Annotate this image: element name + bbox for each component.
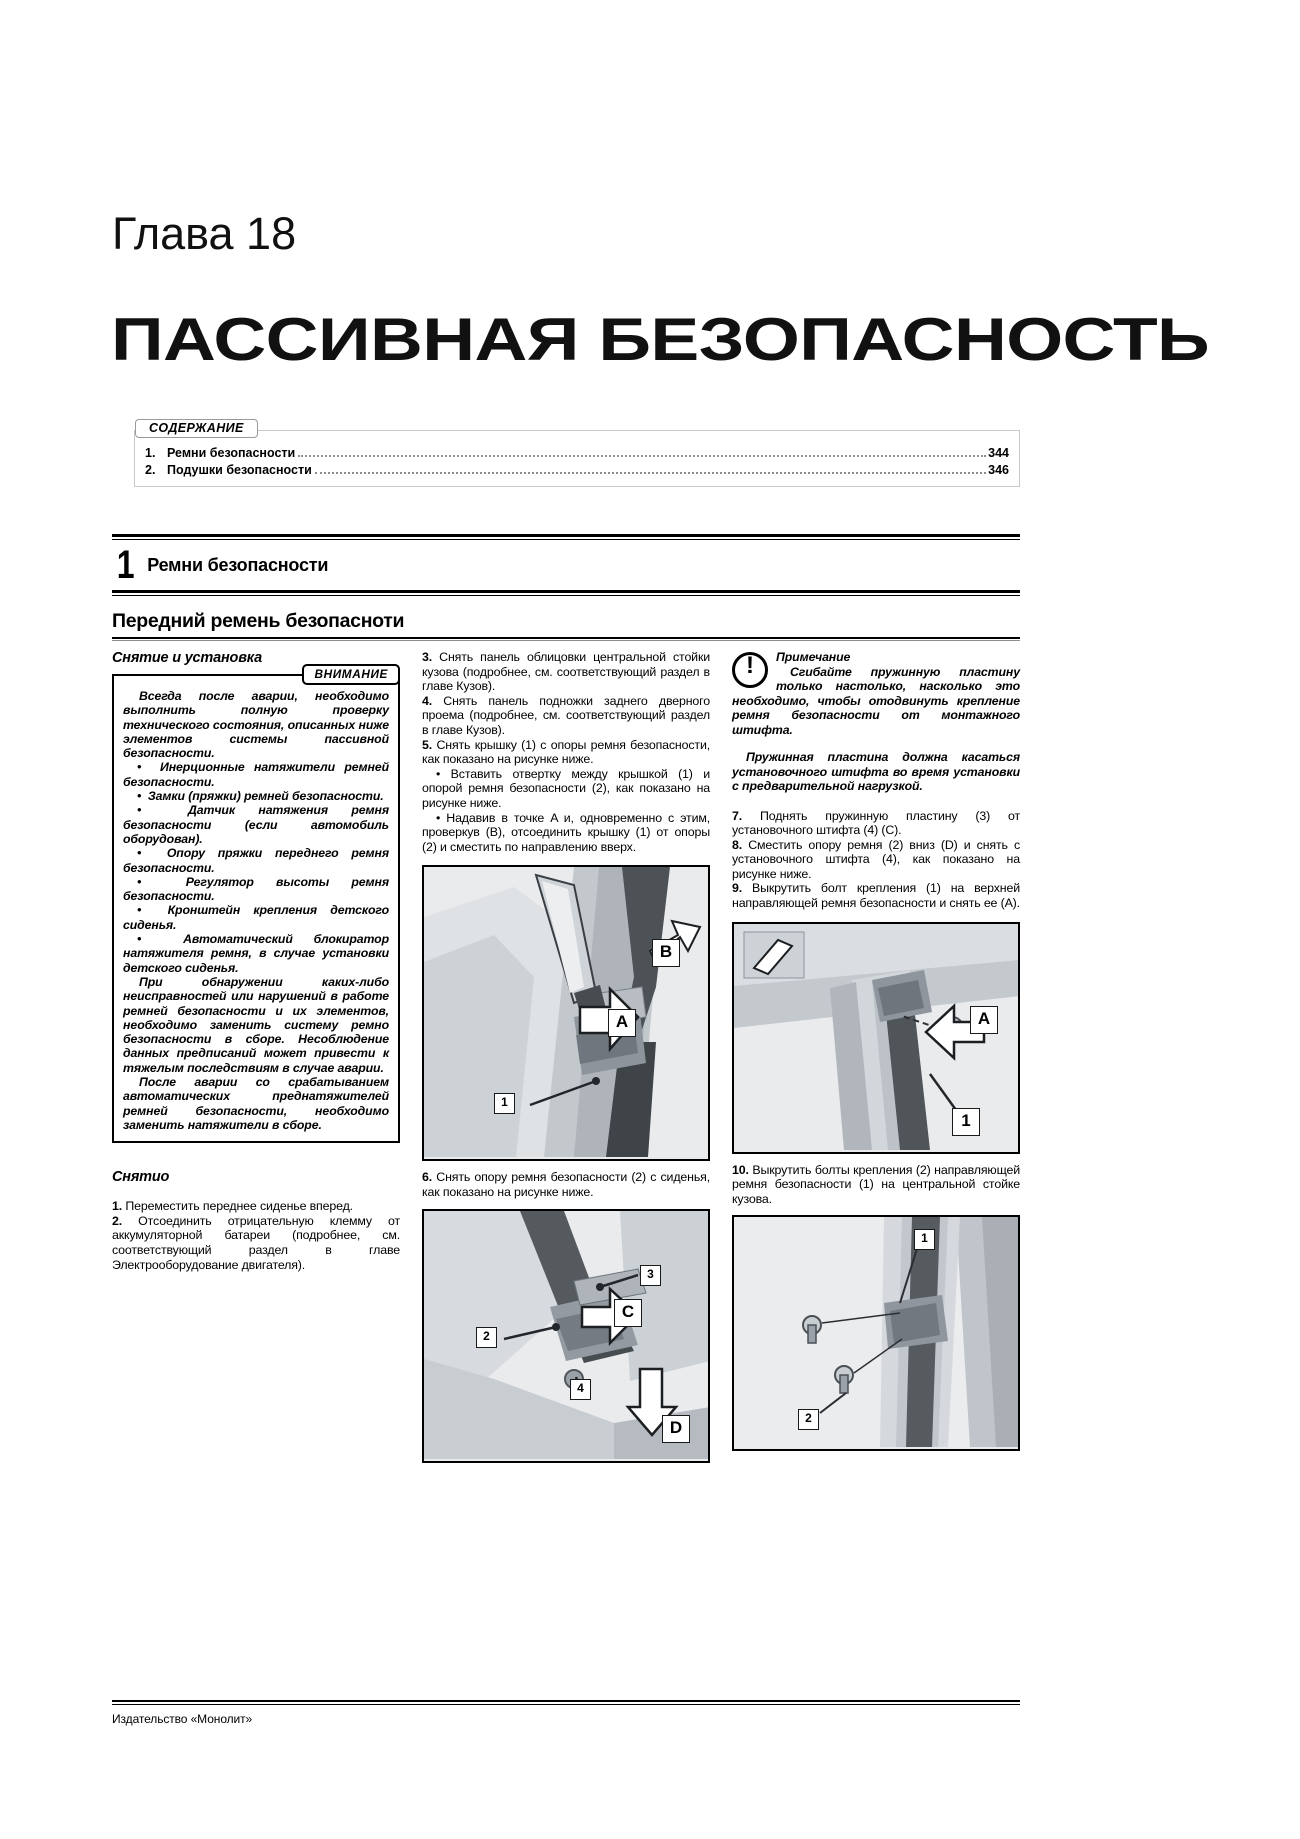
contents-item[interactable] (145, 445, 1009, 462)
warning-bullet-text: Датчик натяжения ремня безопасности (если автомобиль оборудован). (123, 803, 389, 846)
figure-4-illustration (734, 1217, 1020, 1447)
note-paragraph: Пружинная пластина должна касаться установочного штифта во время установки с предварительной нагрузкой. (732, 750, 1020, 793)
removal-heading: Снятио (112, 1169, 170, 1186)
figure-callout-C: C (614, 1299, 642, 1327)
step-text: Отсоединить отрицательную клемму от аккумуляторной батареи (подробнее, см. соответствующий раздел в главе Электрооборудование двигателя). (112, 1213, 400, 1272)
warning-bullet-text: Инерционные натяжители ремней безопасности. (123, 760, 389, 789)
figure-callout-A: A (970, 1006, 998, 1034)
warning-paragraph: После аварии со срабатыванием автоматических преднатяжителей ремней безопасности, необходимо заменить натяжители в сборе. (123, 1075, 389, 1132)
warning-bullet-text: Автоматический блокиратор натяжителя ремня, в случае установки детского сиденья. (123, 932, 389, 975)
step-text: Поднять пружинную пластину (3) от установочного штифта (4) (C). (732, 808, 1020, 838)
figure-seatbelt-support-removal (422, 1209, 710, 1463)
step-text: Снять опору ремня безопасности (2) с сиденья, как показано на рисунке ниже. (422, 1170, 710, 1199)
column-2 (422, 650, 710, 1463)
warning-bullet-text: Опору пряжки переднего ремня безопасности. (123, 846, 389, 875)
figure-callout-2: 2 (798, 1409, 819, 1430)
step-text: Переместить переднее сиденье вперед. (125, 1199, 353, 1214)
step-number: 2. (112, 1213, 123, 1228)
warning-paragraph: Всегда после аварии, необходимо выполнить полную проверку технического состояния, описанных ниже элементов системы пассивной безопасности. (123, 689, 389, 761)
note-block (732, 650, 1020, 794)
page-footer (112, 1700, 1020, 1726)
contents-item-page: 344 (988, 446, 1009, 460)
figure-callout-A: A (608, 1009, 636, 1037)
bullet-text: Вставить отвертку между крышкой (1) и опорой ремня безопасности (2), как показано на рисунке ниже. (422, 766, 710, 810)
step-number: 4. (422, 693, 433, 708)
step-number: 7. (732, 808, 743, 823)
step-text: Выкрутить болт крепления (1) на верхней направляющей ремня безопасности и снять ее (A). (732, 881, 1020, 911)
procedure-step (112, 1199, 400, 1214)
figure-1-illustration (424, 867, 710, 1157)
contents-block (134, 421, 1020, 487)
step-number: 6. (422, 1170, 433, 1185)
figure-callout-1: 1 (914, 1229, 935, 1250)
step-number: 8. (732, 837, 743, 852)
procedure-step (422, 738, 710, 767)
column-1 (112, 650, 400, 1272)
section-title: Ремни безопасности (147, 554, 329, 575)
warning-paragraph: При обнаружении каких-либо неисправностей или нарушений в работе ремней безопасности и их элементов, необходимо заменить систему ремно безопасности в сборе. Несоблюдение данных предписаний может привести к тяжелым последствиям в случае аварии. (123, 974, 389, 1075)
figure-callout-1: 1 (952, 1108, 980, 1136)
chapter-title: ПАССИВНАЯ БЕЗОПАСНОСТЬ (111, 306, 1210, 373)
figure-callout-4: 4 (570, 1379, 591, 1400)
note-paragraph: Сгибайте пружинную пластину только настолько, насколько это необходимо, чтобы отодвинуть крепление ремня безопасности от монтажного штифта. (732, 664, 1020, 737)
contents-item-number: 1. (145, 446, 156, 460)
warning-bullet-text: Замки (пряжки) ремней безопасности. (147, 789, 384, 804)
step-number: 10. (732, 1162, 749, 1177)
figure-seatbelt-cover-removal (422, 865, 710, 1161)
contents-item-label: Подушки безопасности (167, 463, 312, 477)
figure-upper-belt-guide (732, 922, 1020, 1154)
warning-bullet-text: Регулятор высоты ремня безопасности. (123, 874, 389, 904)
bullet-text: Надавив в точке A и, одновременно с этим, проверкув (B), отсоединить крышку (1) от опоры (2) и сместить по направлению вверх. (422, 810, 710, 854)
contents-tab-label: СОДЕРЖАНИЕ (135, 419, 258, 438)
chapter-label: Глава 18 (112, 208, 297, 259)
subsection-title: Передний ремень безопасноти (112, 610, 405, 632)
contents-item-page: 346 (988, 463, 1009, 477)
step-text: Снять крышку (1) с опоры ремня безопасности, как показано на рисунке ниже. (422, 737, 711, 767)
section-number: 1 (116, 543, 135, 587)
warning-tab-label: ВНИМАНИЕ (302, 664, 400, 685)
step-text: Сместить опору ремня (2) вниз (D) и снять с установочного штифта (4), как показано на рисунке ниже. (732, 837, 1020, 881)
contents-top-rule (135, 430, 1019, 431)
warning-bullet: • Автоматический блокиратор натяжителя ремня, в случае установки детского сиденья. (123, 932, 389, 975)
publisher-name: Издательство «Монолит» (112, 1712, 253, 1726)
warning-bullet: • Регулятор высоты ремня безопасности. (123, 874, 389, 904)
footer-rule (112, 1700, 1020, 1705)
procedure-step (732, 881, 1020, 910)
procedure-step (422, 694, 710, 738)
section-bottom-rule (112, 590, 1020, 596)
step-number: 3. (422, 650, 433, 664)
figure-callout-3: 3 (640, 1265, 661, 1286)
procedure-step (732, 809, 1020, 838)
step-text: Снять панель облицовки центральной стойки кузова (подробнее, см. соответствующий раздел в главе Кузов). (422, 650, 710, 694)
step-number: 1. (112, 1199, 123, 1214)
contents-item-number: 2. (145, 463, 156, 477)
warning-bullet: • Кронштейн крепления детского сиденья. (123, 903, 389, 932)
procedure-step (422, 650, 710, 694)
procedure-bullet: • Надавив в точке A и, одновременно с этим, проверкув (B), отсоединить крышку (1) от опоры (2) и сместить по направлению вверх. (422, 810, 710, 854)
step-text: Снять панель подножки заднего дверного проема (подробнее, см. соответствующий раздел в главе Кузов). (422, 693, 711, 737)
figure-callout-1: 1 (494, 1093, 515, 1114)
step-number: 5. (422, 737, 433, 752)
removal-install-heading: Снятие и установка (112, 650, 262, 666)
warning-bullet: • Замки (пряжки) ремней безопасности. (137, 789, 384, 804)
figure-caption-step-6 (422, 1170, 710, 1199)
contents-leader-dots (315, 466, 986, 474)
subsection-header (112, 610, 1020, 641)
warning-bullet: • Опору пряжки переднего ремня безопасности. (123, 846, 389, 875)
contents-item[interactable] (145, 462, 1009, 479)
figure-bpillar-guide-bolts (732, 1215, 1020, 1451)
procedure-step (112, 1214, 400, 1272)
figure-callout-2: 2 (476, 1327, 497, 1348)
warning-box (112, 667, 400, 1143)
figure-callout-B: B (652, 939, 680, 967)
step-text: Выкрутить болты крепления (2) направляющей ремня безопасности (1) на центральной стойке кузова. (732, 1162, 1020, 1206)
exclamation-circle-icon (732, 652, 768, 688)
warning-bullet: • Инерционные натяжители ремней безопасности. (123, 760, 389, 789)
figure-caption-step-10 (732, 1163, 1020, 1207)
section-header (112, 534, 1020, 596)
warning-bullet: • Датчик натяжения ремня безопасности (если автомобиль оборудован). (123, 803, 389, 846)
subsection-rule (112, 637, 1020, 641)
procedure-step (732, 838, 1020, 882)
column-3 (732, 650, 1020, 1451)
note-title: Примечание (776, 650, 851, 664)
contents-item-label: Ремни безопасности (167, 446, 296, 460)
contents-leader-dots (298, 449, 986, 457)
figure-callout-D: D (662, 1415, 690, 1443)
procedure-bullet: • Вставить отвертку между крышкой (1) и опорой ремня безопасности (2), как показано на рисунке ниже. (422, 766, 710, 810)
step-number: 9. (732, 881, 743, 896)
warning-bullet-text: Кронштейн крепления детского сиденья. (123, 903, 389, 932)
